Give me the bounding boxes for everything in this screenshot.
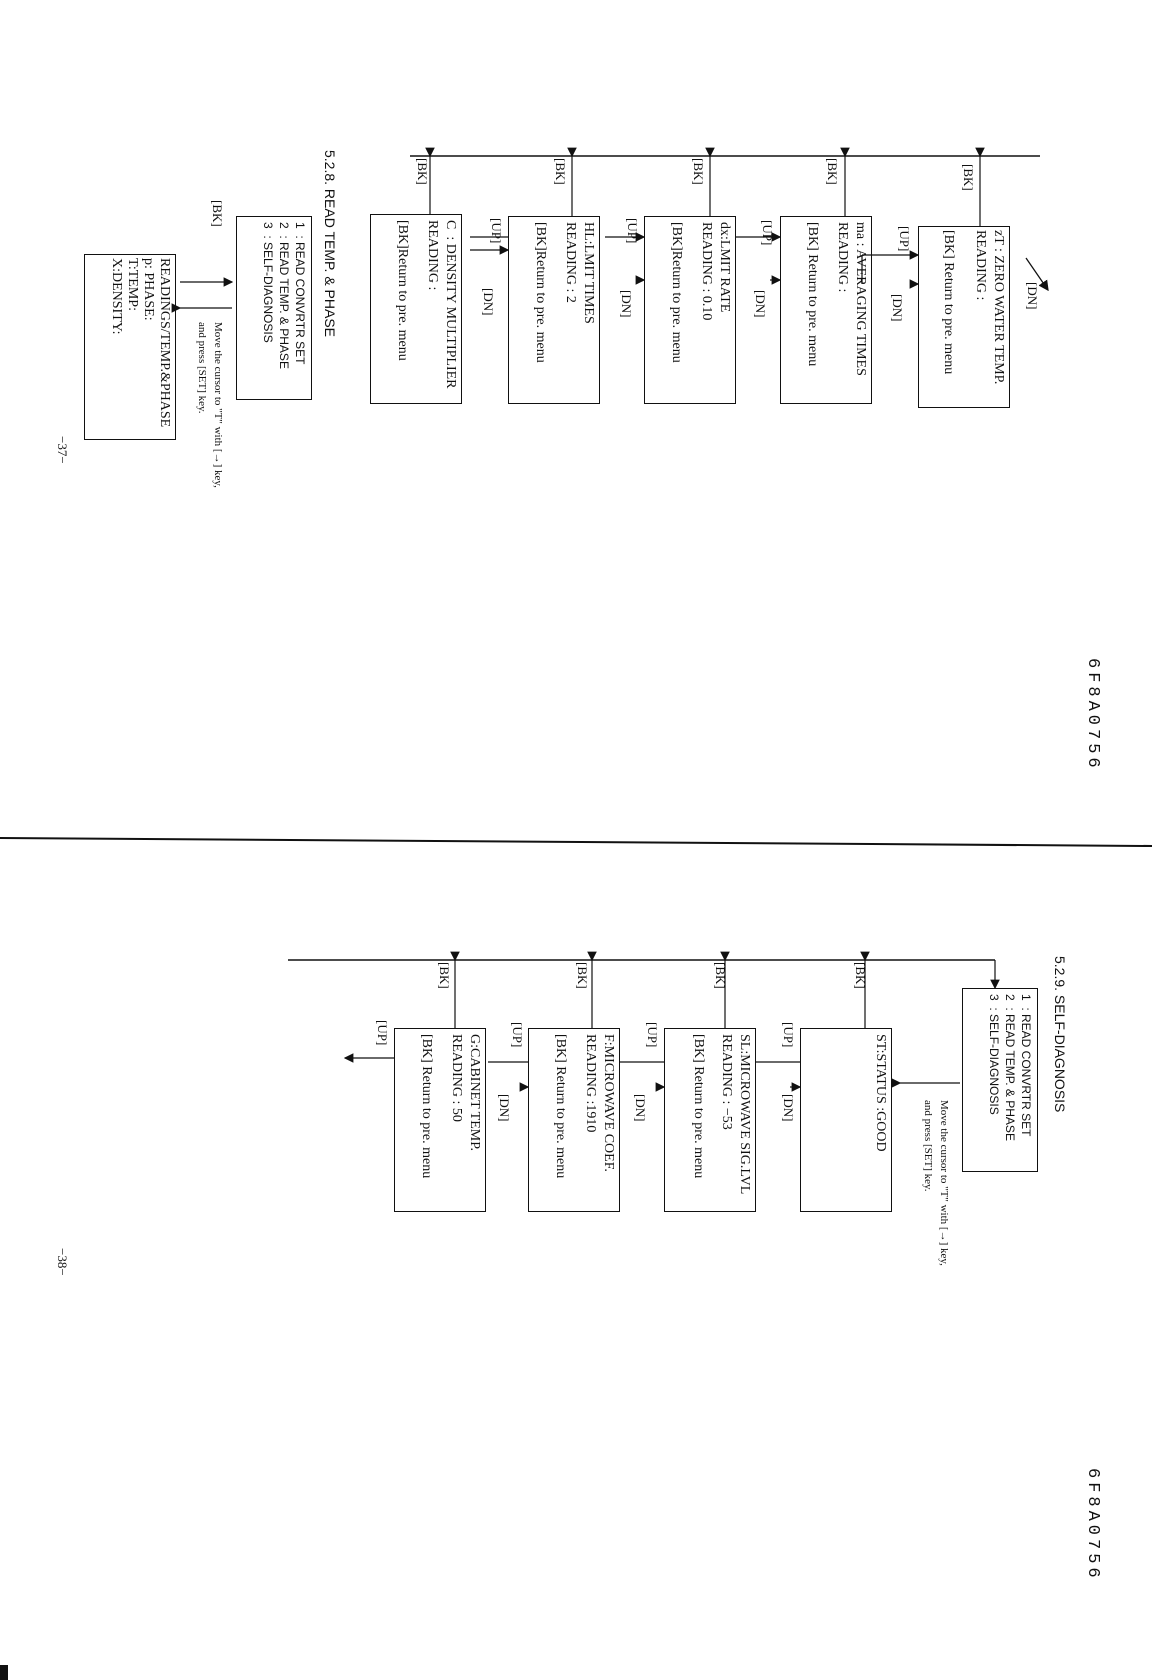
menu-item: 1 : READ CONVRTR SET	[293, 222, 307, 365]
up-label: [UP]	[375, 1020, 390, 1046]
box-back: [BK] Return to pre. menu	[691, 1034, 706, 1179]
box-back: [BK]Return to pre. menu	[669, 222, 684, 363]
bk-label: [BK]	[713, 962, 728, 989]
box-title: dx:LMIT RATE	[717, 222, 732, 313]
bk-label: [BK]	[575, 962, 590, 989]
box-reading: READING : 2	[563, 222, 578, 303]
bk-label: [BK]	[210, 200, 225, 227]
box-title: ma : AVERAGING TIMES	[853, 222, 868, 376]
box-back: [BK] Return to pre. menu	[419, 1034, 434, 1179]
menu-item: 2 : READ TEMP. & PHASE	[1003, 994, 1017, 1141]
bk-label: [BK]	[961, 164, 976, 191]
document-id: 6F8A0756	[1083, 1468, 1102, 1582]
box-title: ST:STATUS :GOOD	[873, 1034, 888, 1152]
menu-item: 2 : READ TEMP. & PHASE	[277, 222, 291, 369]
dn-label: [DN]	[633, 1094, 648, 1122]
dn-label: [DN]	[619, 290, 634, 318]
box-back: [BK] Return to pre. menu	[805, 222, 820, 367]
box-reading: READING : 0.10	[699, 222, 714, 321]
bk-label: [BK]	[691, 158, 706, 185]
box-title: F:MICROWAVE COEF.	[601, 1034, 616, 1172]
dn-label: [DN]	[753, 290, 768, 318]
box-title: zT : ZERO WATER TEMP.	[991, 230, 1006, 385]
dn-label: [DN]	[497, 1094, 512, 1122]
dn-label: [DN]	[1025, 282, 1040, 310]
menu-item: 3 : SELF-DIAGNOSIS	[261, 222, 275, 343]
up-label: [UP]	[625, 218, 640, 244]
bk-label: [BK]	[853, 962, 868, 989]
up-label: [UP]	[760, 220, 775, 246]
readings-line: T:TEMP:	[125, 258, 140, 311]
box-title: G:CABINET TEMP.	[467, 1034, 482, 1151]
up-label: [UP]	[489, 218, 504, 244]
box-back: [BK] Return to pre. menu	[553, 1034, 568, 1179]
bk-label: [BK]	[553, 158, 568, 185]
dn-label: [DN]	[481, 288, 496, 316]
menu-item: 1 : READ CONVRTR SET	[1019, 994, 1033, 1137]
box-reading: READING :	[425, 220, 440, 291]
box-reading: READING :	[973, 230, 988, 301]
box-reading: READING :	[835, 222, 850, 293]
page-number: −37−	[55, 436, 70, 464]
box-reading: READING : −53	[719, 1034, 734, 1130]
box-title: HL:LMIT TIMES	[581, 222, 596, 324]
section-title: 5.2.8. READ TEMP. & PHASE	[322, 150, 338, 338]
instruction-note: and press [SET] key.	[922, 1100, 934, 1192]
box-title: SL:MICROWAVE SIG.LVL	[737, 1034, 752, 1195]
instruction-note: Move the cursor to "T" with [→] key,	[938, 1100, 950, 1266]
box-back: [BK]Return to pre. menu	[395, 220, 410, 361]
box-back: [BK] Return to pre. menu	[941, 230, 956, 375]
section-title: 5.2.9. SELF-DIAGNOSIS	[1052, 956, 1068, 1113]
menu-item: 3 : SELF-DIAGNOSIS	[987, 994, 1001, 1115]
bk-label: [BK]	[437, 962, 452, 989]
box-reading: READING : 50	[449, 1034, 464, 1122]
bk-label: [BK]	[825, 158, 840, 185]
instruction-note: and press [SET] key.	[196, 322, 208, 414]
up-label: [UP]	[897, 226, 912, 252]
box-back: [BK]Return to pre. menu	[533, 222, 548, 363]
dn-label: [DN]	[890, 294, 905, 322]
instruction-note: Move the cursor to "T" with [→] key,	[212, 322, 224, 488]
document-id: 6F8A0756	[1083, 658, 1102, 772]
box-reading: READING :1910	[583, 1034, 598, 1133]
up-label: [UP]	[781, 1022, 796, 1048]
readings-line: READINGS/TEMP.&PHASE	[157, 258, 172, 428]
readings-line: X:DENSITY:	[109, 258, 124, 335]
readings-line: p: PHASE:	[141, 258, 156, 321]
bk-label: [BK]	[415, 158, 430, 185]
page-number: −38−	[55, 1248, 70, 1276]
up-label: [UP]	[510, 1022, 525, 1048]
dn-label: [DN]	[781, 1094, 796, 1122]
up-label: [UP]	[645, 1022, 660, 1048]
box-title: C : DENSITY MULTIPLIER	[443, 220, 458, 389]
